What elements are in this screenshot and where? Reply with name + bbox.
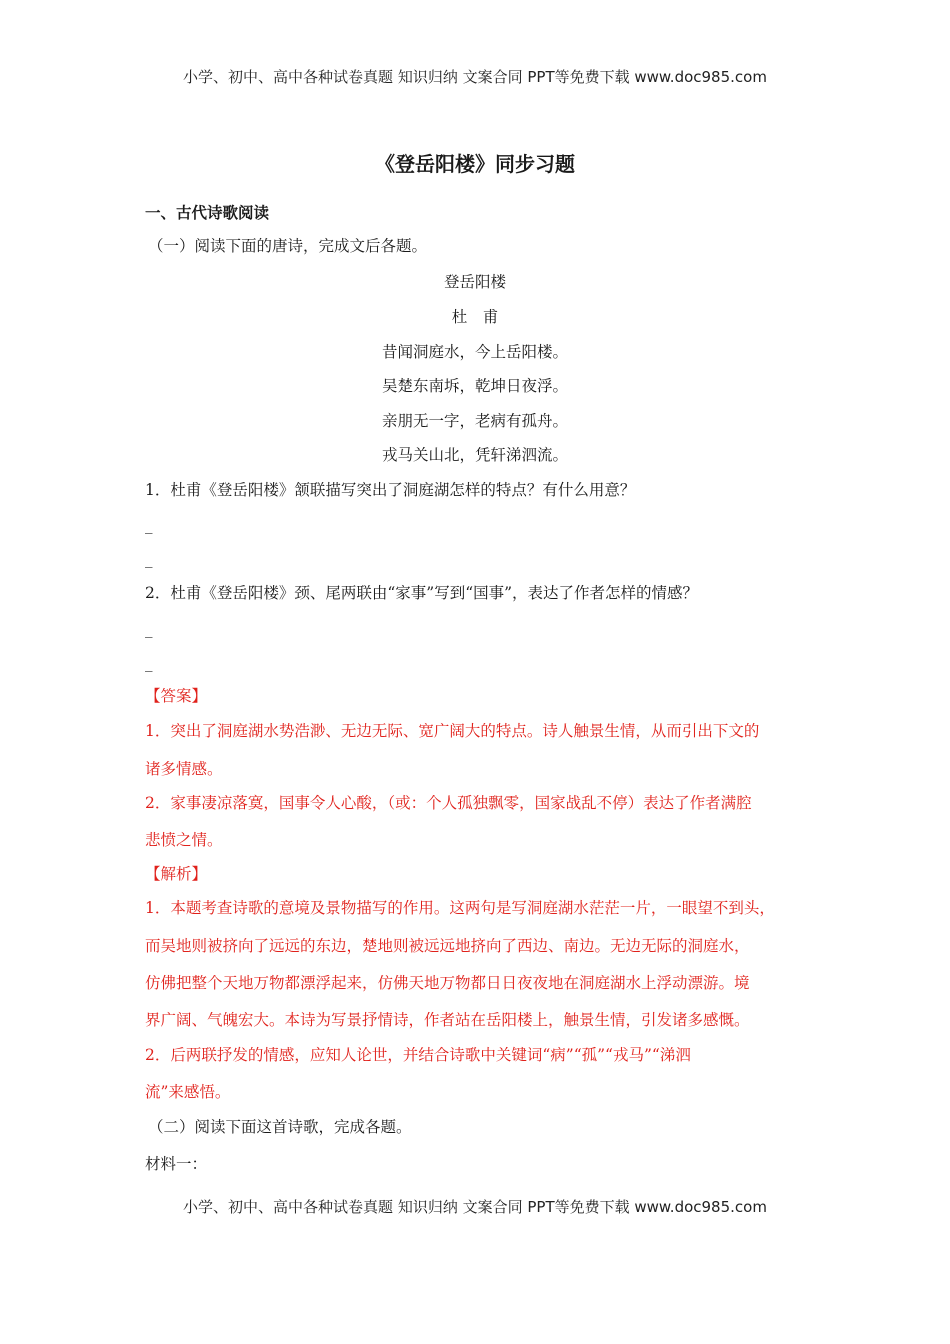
analysis-line: 2．后两联抒发的情感，应知人论世，并结合诗歌中关键词“病”“孤”“戎马”“涕泗 — [145, 1046, 691, 1064]
answer-line: 诸多情感。 — [145, 760, 223, 778]
section-heading: 一、古代诗歌阅读 — [145, 203, 270, 222]
part-two-intro: （二）阅读下面这首诗歌，完成各题。 — [148, 1118, 412, 1136]
analysis-label: 【解析】 — [145, 865, 208, 883]
answer-blank: _ — [145, 654, 153, 672]
answer-blank: _ — [145, 620, 153, 638]
question-1: 1．杜甫《登岳阳楼》颔联描写突出了洞庭湖怎样的特点？有什么用意？ — [145, 481, 636, 499]
analysis-line: 而吴地则被挤向了远远的东边，楚地则被远远地挤向了西边、南边。无边无际的洞庭水， — [145, 937, 750, 955]
material-label: 材料一： — [145, 1155, 208, 1173]
page-header: 小学、初中、高中各种试卷真题 知识归纳 文案合同 PPT等免费下载 www.doc985.com — [183, 68, 767, 86]
poem-title: 登岳阳楼 — [443, 273, 506, 291]
poem-author: 杜 甫 — [451, 308, 499, 326]
answer-line: 1．突出了洞庭湖水势浩渺、无边无际、宽广阔大的特点。诗人触景生情，从而引出下文的 — [145, 722, 760, 740]
page-footer: 小学、初中、高中各种试卷真题 知识归纳 文案合同 PPT等免费下载 www.doc985.com — [183, 1198, 767, 1216]
answer-label: 【答案】 — [145, 687, 208, 705]
answer-blank: _ — [145, 550, 153, 568]
analysis-line: 界广阔、气魄宏大。本诗为写景抒情诗，作者站在岳阳楼上，触景生情，引发诸多感慨。 — [145, 1011, 750, 1029]
part-one-intro: （一）阅读下面的唐诗，完成文后各题。 — [148, 237, 428, 255]
document-title: 《登岳阳楼》同步习题 — [375, 152, 575, 176]
poem-line: 吴楚东南坼，乾坤日夜浮。 — [381, 377, 568, 395]
poem-line: 昔闻洞庭水，今上岳阳楼。 — [381, 343, 568, 361]
analysis-line: 仿佛把整个天地万物都漂浮起来，仿佛天地万物都日日夜夜地在洞庭湖水上浮动漂游。境 — [145, 974, 750, 992]
question-2: 2．杜甫《登岳阳楼》颈、尾两联由“家事”写到“国事”，表达了作者怎样的情感？ — [145, 584, 699, 602]
answer-blank: _ — [145, 516, 153, 534]
poem-line: 亲朋无一字，老病有孤舟。 — [381, 412, 568, 430]
analysis-line: 1．本题考查诗歌的意境及景物描写的作用。这两句是写洞庭湖水茫茫一片，一眼望不到头， — [145, 899, 775, 917]
poem-line: 戎马关山北，凭轩涕泗流。 — [381, 446, 568, 464]
answer-line: 悲愤之情。 — [145, 831, 223, 849]
analysis-line: 流”来感悟。 — [145, 1083, 231, 1101]
answer-line: 2．家事凄凉落寞，国事令人心酸，（或：个人孤独飘零，国家战乱不停）表达了作者满腔 — [145, 794, 752, 812]
